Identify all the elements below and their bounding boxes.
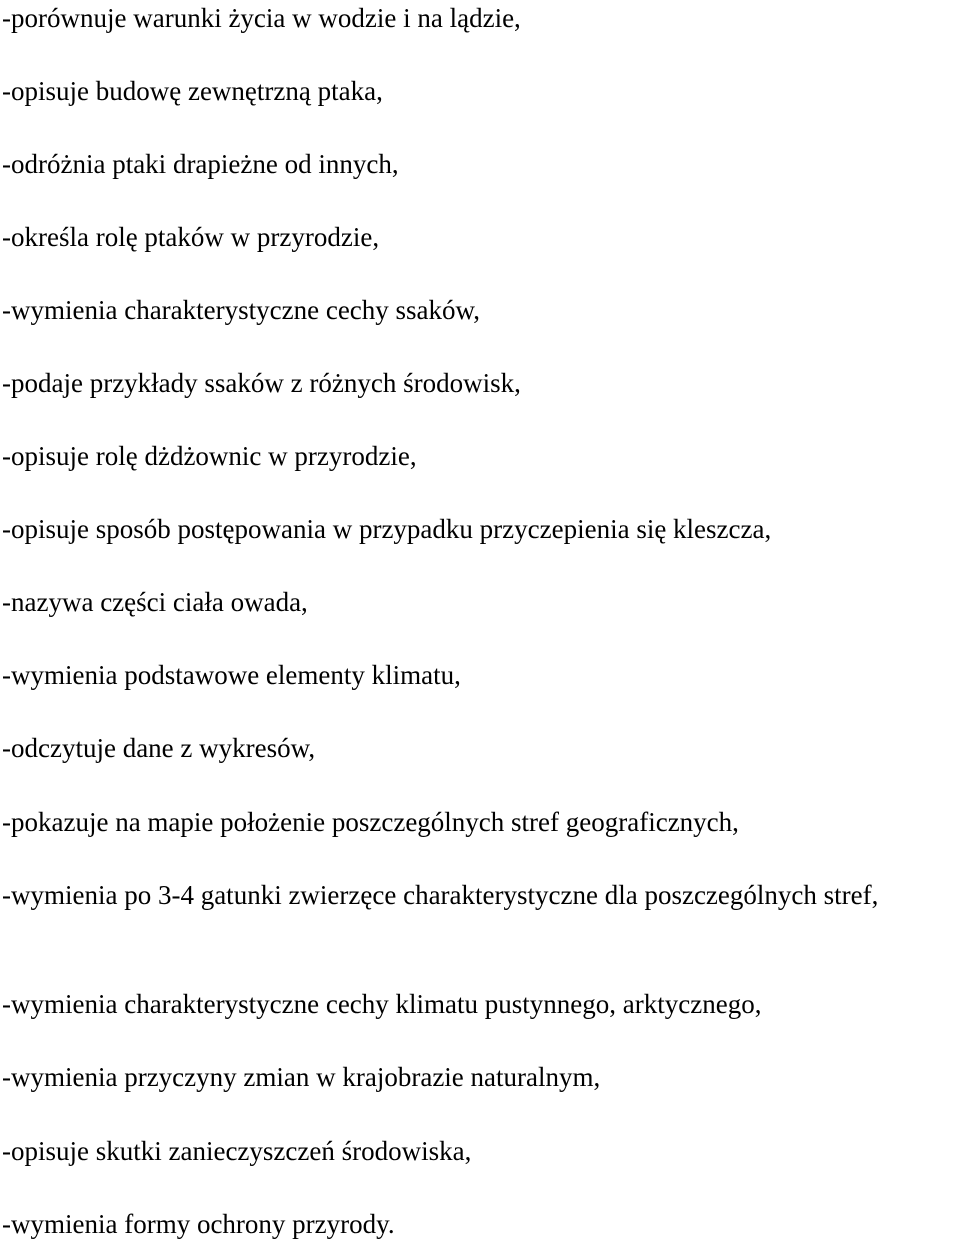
list-item: -wymienia po 3-4 gatunki zwierzęce charakterystyczne dla poszczególnych stref, bbox=[2, 880, 879, 910]
list-item: -opisuje rolę dżdżownic w przyrodzie, bbox=[2, 441, 417, 471]
list-item: -wymienia charakterystyczne cechy klimatu pustynnego, arktycznego, bbox=[2, 989, 762, 1019]
list-item: -opisuje budowę zewnętrzną ptaka, bbox=[2, 76, 383, 106]
list-item: -określa rolę ptaków w przyrodzie, bbox=[2, 222, 380, 252]
list-item: -wymienia charakterystyczne cechy ssaków, bbox=[2, 295, 481, 325]
list-item: -porównuje warunki życia w wodzie i na lądzie, bbox=[2, 3, 521, 33]
list-item: -podaje przykłady ssaków z różnych środowisk, bbox=[2, 368, 521, 398]
list-item: -nazywa części ciała owada, bbox=[2, 587, 308, 617]
list-item: -wymienia formy ochrony przyrody. bbox=[2, 1209, 395, 1239]
list-item: -pokazuje na mapie położenie poszczególnych stref geograficznych, bbox=[2, 807, 739, 837]
list-item: -wymienia przyczyny zmian w krajobrazie naturalnym, bbox=[2, 1062, 601, 1092]
list-item: -odróżnia ptaki drapieżne od innych, bbox=[2, 149, 399, 179]
list-item: -opisuje skutki zanieczyszczeń środowiska, bbox=[2, 1136, 472, 1166]
list-item: -opisuje sposób postępowania w przypadku przyczepienia się kleszcza, bbox=[2, 514, 772, 544]
list-item: -odczytuje dane z wykresów, bbox=[2, 733, 316, 763]
list-item: -wymienia podstawowe elementy klimatu, bbox=[2, 660, 461, 690]
